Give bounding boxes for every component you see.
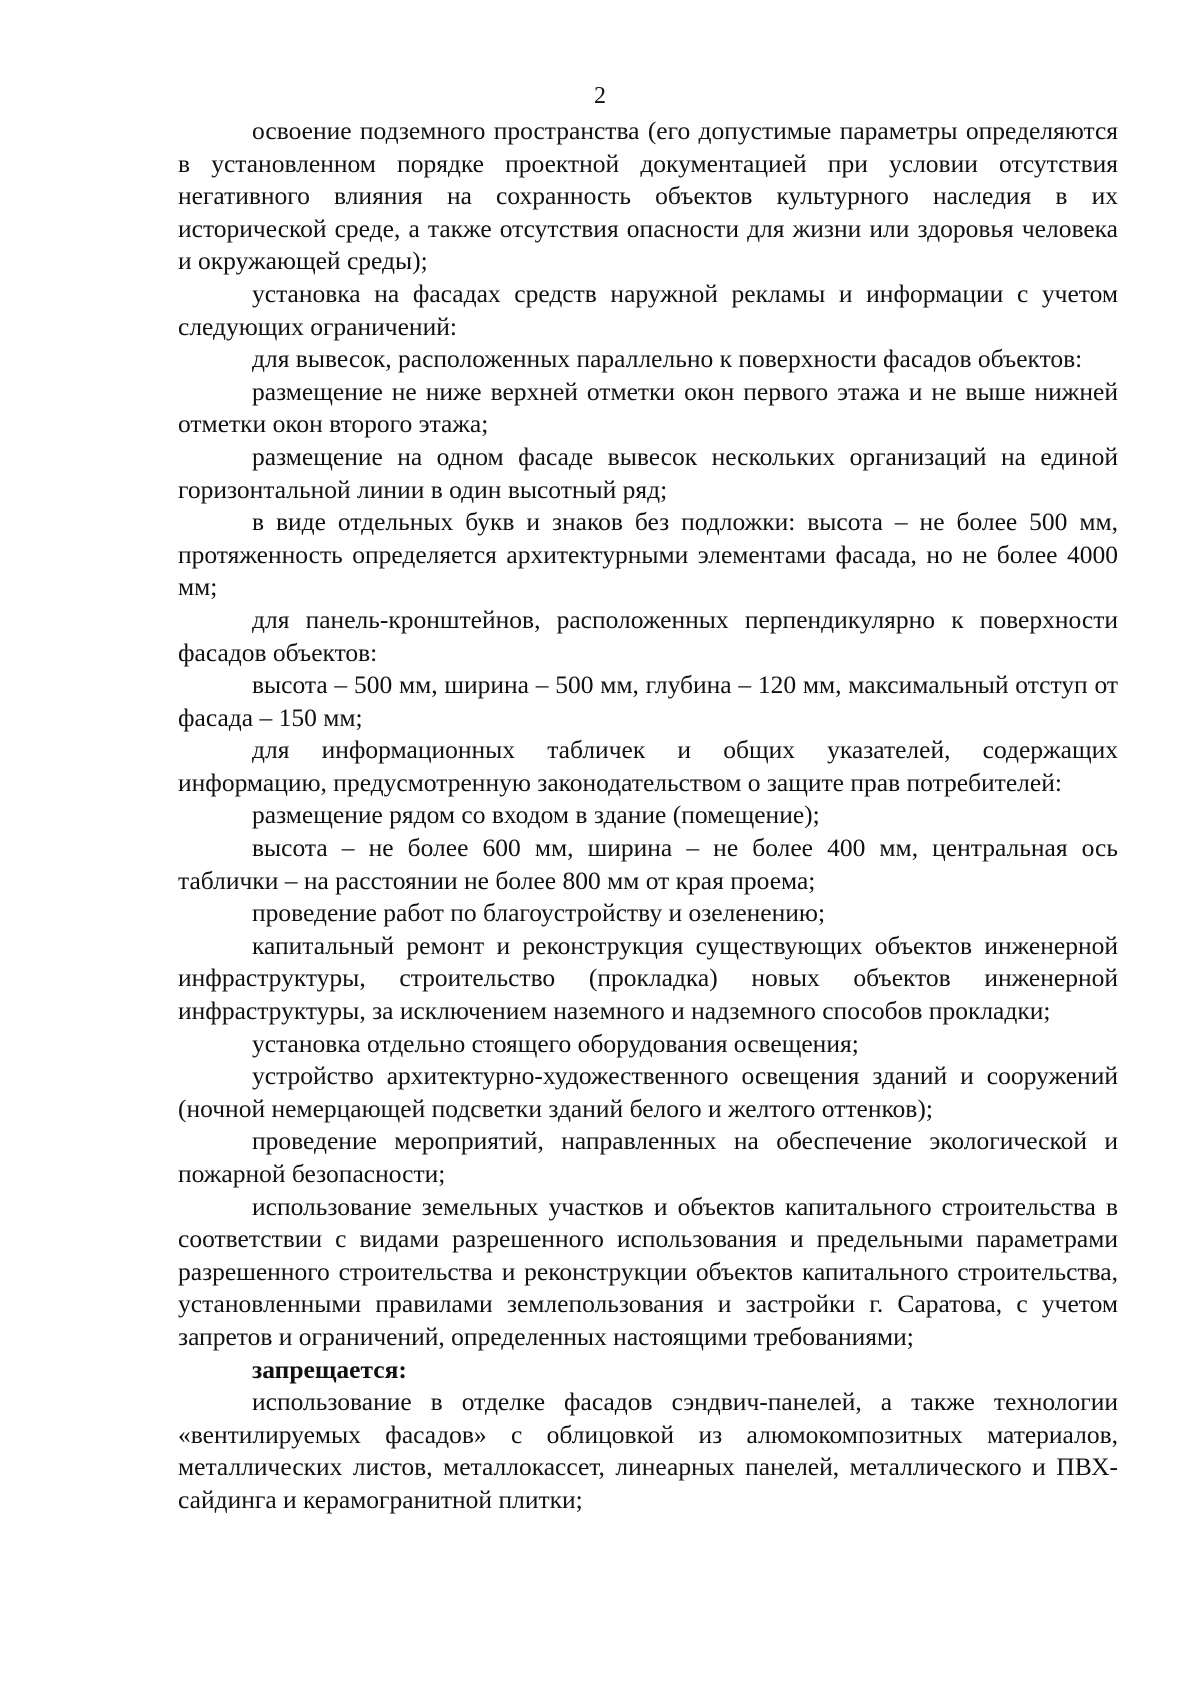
- document-body: [178, 115, 1118, 1517]
- paragraph-signboards-parallel: для вывесок, расположенных параллельно к поверхности фасадов объектов:: [252, 344, 1083, 374]
- paragraph-bracket-dimensions: высота – 500 мм, ширина – 500 мм, глубина – 120 мм, максимальный отступ от фасада – 150 мм;: [178, 670, 1118, 732]
- paragraph-info-plates: для информационных табличек и общих указателей, содержащих информацию, предусмотренную законодательством о защите прав потребителей:: [178, 735, 1118, 797]
- paragraph-architectural-lighting: устройство архитектурно-художественного освещения зданий и сооружений (ночной немерцающей подсветки зданий белого и желтого оттенков);: [178, 1061, 1118, 1123]
- paragraph-placement-one-facade: размещение на одном фасаде вывесок нескольких организаций на единой горизонтальной линии в один высотный ряд;: [178, 441, 1118, 504]
- paragraph-safety-measures: проведение мероприятий, направленных на обеспечение экологической и пожарной безопасности;: [178, 1126, 1118, 1188]
- paragraph-sandwich-panels: использование в отделке фасадов сэндвич-панелей, а также технологии «вентилируемых фасадов» с облицовкой из алюмокомпозитных материалов, металлических листов, металлокассет, линеарных панелей, металлического и ПВХ-сайдинга и керамогранитной плитки;: [178, 1387, 1118, 1514]
- page-number: 2: [594, 83, 606, 109]
- paragraph-lighting-equipment: установка отдельно стоящего оборудования освещения;: [252, 1028, 859, 1058]
- paragraph-landscaping: проведение работ по благоустройству и озеленению;: [252, 898, 826, 928]
- paragraph-plate-dimensions: высота – не более 600 мм, ширина – не более 400 мм, центральная ось таблички – на расстоянии не более 800 мм от края проема;: [178, 833, 1118, 895]
- paragraph-placement-entrance: размещение рядом со входом в здание (помещение);: [252, 800, 820, 830]
- paragraph-land-use: использование земельных участков и объектов капитального строительства в соответствии с видами разрешенного использования и предельными параметрами разрешенного строительства и реконструкции объектов капитального строительства, установленными правилами землепользования и застройки г. Саратова, с учетом запретов и ограничений, определенных настоящими требованиями;: [178, 1191, 1118, 1351]
- paragraph-underground-space: освоение подземного пространства (его допустимые параметры определяются в установленном порядке проектной документацией при условии отсутствия негативного влияния на сохранность объектов культурного наследия в их исторической среде, а также отсутствия опасности для жизни или здоровья человека и окружающей среды);: [178, 116, 1118, 276]
- paragraph-separate-letters: в виде отдельных букв и знаков без подложки: высота – не более 500 мм, протяженность определяется архитектурными элементами фасада, но не более 4000 мм;: [178, 507, 1118, 602]
- heading-prohibited: запрещается:: [252, 1354, 407, 1384]
- paragraph-infrastructure-repair: капитальный ремонт и реконструкция существующих объектов инженерной инфраструктуры, строительство (прокладка) новых объектов инженерной инфраструктуры, за исключением наземного и надземного способов прокладки;: [178, 930, 1118, 1026]
- paragraph-advertising-installation: установка на фасадах средств наружной рекламы и информации с учетом следующих ограничений:: [178, 278, 1118, 341]
- paragraph-panel-brackets: для панель-кронштейнов, расположенных перпендикулярно к поверхности фасадов объектов:: [178, 604, 1118, 667]
- paragraph-placement-floors: размещение не ниже верхней отметки окон первого этажа и не выше нижней отметки окон второго этажа;: [178, 376, 1118, 439]
